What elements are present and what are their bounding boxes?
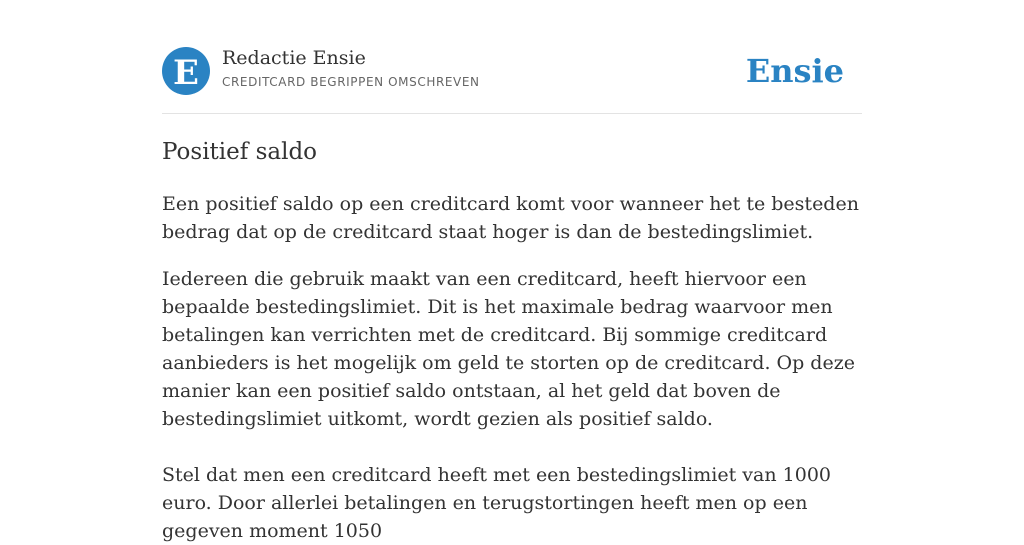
article-paragraph: Iedereen die gebruik maakt van een creditcard, heeft hiervoor een bepaalde bestedingslimiet. Dit is het maximale bedrag waarvoor men betalingen kan verrichten met de creditcard. Bij sommige creditcard aanbieders is het mogelijk om geld te storten op de creditcard. Op deze manier kan een positief saldo ontstaan, al het geld dat boven de bestedingslimiet uitkomt, wordt gezien als positief saldo. <box>162 268 855 430</box>
article-title: Positief saldo <box>162 139 318 165</box>
brand-logo[interactable]: Ensie <box>745 52 844 90</box>
header-divider <box>162 113 862 114</box>
ensie-e-logo-icon[interactable] <box>162 47 210 95</box>
article-paragraph: Stel dat men een creditcard heeft met een bestedingslimiet van 1000 euro. Door allerlei betalingen en terugstortingen heeft men op een gegeven moment 1050 <box>162 464 831 542</box>
article-paragraph: Een positief saldo op een creditcard komt voor wanneer het te besteden bedrag dat op de creditcard staat hoger is dan de bestedingslimiet. <box>162 193 859 243</box>
logo-letter: E <box>173 53 199 93</box>
category-label[interactable]: CREDITCARD BEGRIPPEN OMSCHREVEN <box>222 75 480 89</box>
header <box>162 46 862 96</box>
logo-svg <box>162 47 210 95</box>
article <box>162 136 862 545</box>
author-name[interactable]: Redactie Ensie <box>222 47 366 69</box>
